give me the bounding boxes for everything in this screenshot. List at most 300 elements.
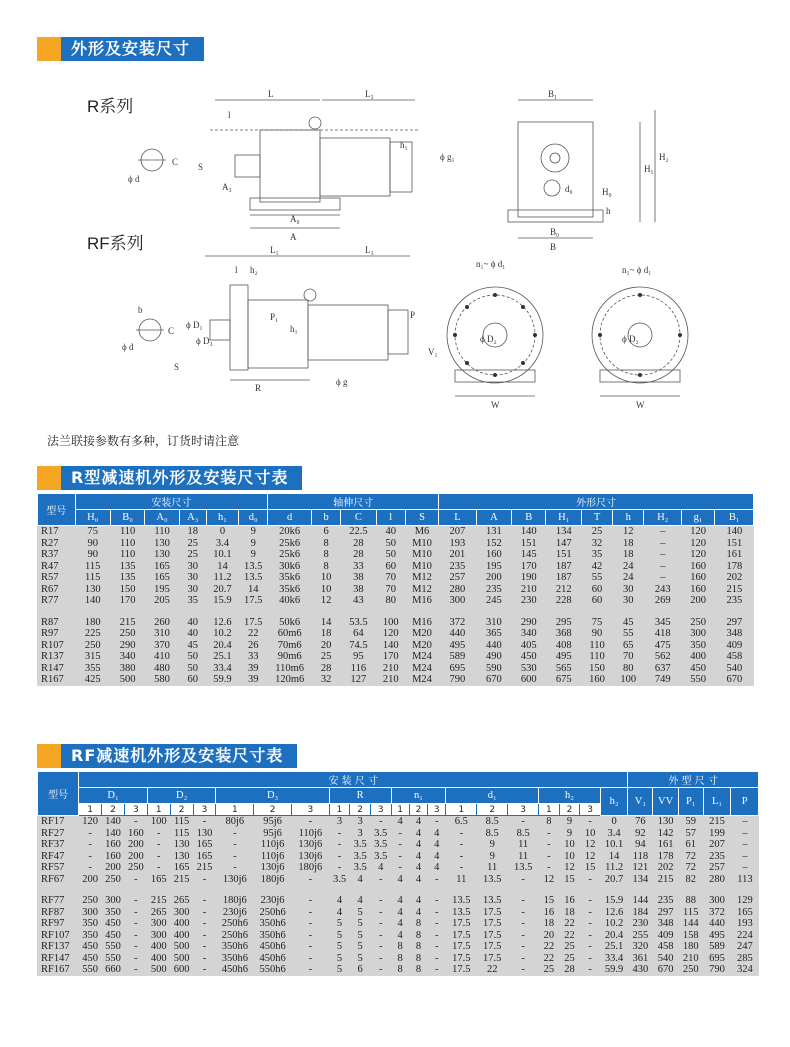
group-shaft: 轴伸尺寸 xyxy=(268,494,439,510)
table-cell xyxy=(170,885,193,895)
table-cell: - xyxy=(216,839,254,851)
table-cell: 5 xyxy=(350,918,371,930)
table-cell: 40k6 xyxy=(268,595,312,607)
table-cell: 228 xyxy=(546,595,581,607)
table-cell: - xyxy=(216,828,254,840)
table-cell: 127 xyxy=(341,674,376,686)
table-cell: 11 xyxy=(508,851,539,863)
column-header: l xyxy=(376,510,405,526)
table-cell: - xyxy=(580,953,601,965)
sub-group-header: D₁ xyxy=(79,788,148,804)
table-cell: 53.5 xyxy=(341,617,376,629)
table-cell: 8 xyxy=(409,918,427,930)
table-cell: 178 xyxy=(715,561,754,573)
table-cell: M12 xyxy=(405,584,438,596)
table-cell: 12 xyxy=(580,839,601,851)
table-cell: - xyxy=(291,874,329,886)
table-cell: 749 xyxy=(644,674,682,686)
table-gap-row xyxy=(38,885,759,895)
table-cell: 94 xyxy=(628,839,653,851)
table-row xyxy=(38,663,754,675)
rf-group-install: 安 装 尺 寸 xyxy=(79,772,628,788)
sub-index-header: 3 xyxy=(291,804,329,816)
table-cell: 297 xyxy=(653,907,678,919)
table-cell: - xyxy=(428,918,446,930)
table-cell: - xyxy=(370,941,391,953)
model-cell: R137 xyxy=(38,651,76,663)
table-cell: 17.5 xyxy=(239,617,268,629)
sub-index-header: 3 xyxy=(370,804,391,816)
dim-d: ϕ d xyxy=(128,174,140,184)
model-cell: RF17 xyxy=(38,816,79,828)
table-cell: - xyxy=(370,816,391,828)
model-cell: R57 xyxy=(38,572,76,584)
table-cell xyxy=(370,885,391,895)
table-cell: 215 xyxy=(193,862,216,874)
table-cell: 140 xyxy=(376,640,405,652)
table-cell: - xyxy=(508,918,539,930)
table-cell: 235 xyxy=(715,595,754,607)
table-cell: 4 xyxy=(428,862,446,874)
dim-S: S xyxy=(198,162,204,172)
table-cell: 113 xyxy=(731,874,759,886)
table-cell: 205 xyxy=(145,595,179,607)
rf-motor xyxy=(308,305,388,360)
table-cell: - xyxy=(370,874,391,886)
table-cell: - xyxy=(391,839,409,851)
table-cell: - xyxy=(370,930,391,942)
table-cell: 5 xyxy=(350,907,371,919)
dim-R: R xyxy=(255,383,262,393)
table-cell: – xyxy=(644,538,682,550)
r-end-view xyxy=(518,122,593,217)
table-cell: M6 xyxy=(405,526,438,538)
table-cell: - xyxy=(147,862,170,874)
table-cell: 361 xyxy=(628,953,653,965)
table-cell: 72 xyxy=(678,851,703,863)
table-cell: - xyxy=(539,828,560,840)
table-cell: - xyxy=(508,941,539,953)
table-cell: M12 xyxy=(405,572,438,584)
table-cell: 50 xyxy=(376,549,405,561)
table-cell: 165 xyxy=(193,851,216,863)
table-cell: 285 xyxy=(731,953,759,965)
table-cell: 4 xyxy=(409,895,427,907)
table-cell: 30 xyxy=(613,595,644,607)
table-cell: 40 xyxy=(179,628,206,640)
table-cell: 39 xyxy=(239,674,268,686)
table-cell: 365 xyxy=(476,628,511,640)
table-cell: 230j6 xyxy=(254,895,292,907)
table-cell: 4 xyxy=(428,851,446,863)
table-cell: 215 xyxy=(715,584,754,596)
table-cell: - xyxy=(539,839,560,851)
table-cell: 38 xyxy=(341,584,376,596)
table-cell xyxy=(38,885,79,895)
table-cell: 562 xyxy=(644,651,682,663)
table-cell xyxy=(193,885,216,895)
table-cell: 300 xyxy=(147,930,170,942)
table-cell: 13.5 xyxy=(508,862,539,874)
column-header: b xyxy=(312,510,341,526)
table-cell: 550 xyxy=(102,941,125,953)
table-cell: 60 xyxy=(581,584,612,596)
table-cell: 160 xyxy=(102,851,125,863)
rf-flange-view-2 xyxy=(592,287,688,383)
table-cell: 450 xyxy=(79,953,102,965)
table-cell xyxy=(124,885,147,895)
table-cell: 59 xyxy=(678,816,703,828)
table-cell: 152 xyxy=(476,538,511,550)
table-cell: - xyxy=(329,828,350,840)
model-cell: RF57 xyxy=(38,862,79,874)
rf-group-outer: 外 型 尺 寸 xyxy=(628,772,759,788)
model-cell: RF147 xyxy=(38,953,79,965)
table-cell: - xyxy=(193,918,216,930)
table-cell xyxy=(409,885,427,895)
table-cell: 4 xyxy=(409,851,427,863)
table-cell: 190 xyxy=(512,572,546,584)
table-cell: 200 xyxy=(124,839,147,851)
table-cell: 17.5 xyxy=(446,930,477,942)
table-cell: 210 xyxy=(678,953,703,965)
model-cell: RF137 xyxy=(38,941,79,953)
table-cell: 20k6 xyxy=(268,526,312,538)
table-row xyxy=(38,617,754,629)
table-cell: 110m6 xyxy=(268,663,312,675)
model-cell: RF47 xyxy=(38,851,79,863)
table-cell: 3.5 xyxy=(350,851,371,863)
model-cell: R37 xyxy=(38,549,76,561)
table-cell: 372 xyxy=(439,617,477,629)
table-cell: 400 xyxy=(681,651,714,663)
table-cell: 3 xyxy=(350,816,371,828)
table-cell: 530 xyxy=(512,663,546,675)
table-row xyxy=(38,549,754,561)
table-cell: - xyxy=(193,895,216,907)
table-cell: 25k6 xyxy=(268,549,312,561)
model-cell: RF107 xyxy=(38,930,79,942)
sub-group-header: h₂ xyxy=(539,788,601,804)
table-cell: 3.5 xyxy=(329,874,350,886)
rf-model-header: 型号 xyxy=(38,772,79,816)
table-cell: 95j6 xyxy=(254,816,292,828)
table-cell: 4 xyxy=(428,839,446,851)
table-cell: - xyxy=(428,895,446,907)
table-cell: 207 xyxy=(703,839,730,851)
sub-index-header: 2 xyxy=(254,804,292,816)
table-cell: 0 xyxy=(600,816,627,828)
table-row xyxy=(38,930,759,942)
table-cell: 265 xyxy=(170,895,193,907)
dim-rf-C: C xyxy=(168,326,175,336)
table-cell: 160 xyxy=(681,584,714,596)
table-cell: 14 xyxy=(239,584,268,596)
table-cell: 160 xyxy=(581,674,612,686)
table-cell: - xyxy=(291,918,329,930)
table-cell: 280 xyxy=(703,874,730,886)
column-header: V₁ xyxy=(628,788,653,816)
table-cell: 310 xyxy=(145,628,179,640)
table-cell: 495 xyxy=(546,651,581,663)
table-cell: - xyxy=(428,816,446,828)
table-cell: 250h6 xyxy=(216,930,254,942)
sub-index-header: 2 xyxy=(102,804,125,816)
table-cell: 255 xyxy=(628,930,653,942)
table-cell: 90m6 xyxy=(268,651,312,663)
table-cell: 350h6 xyxy=(216,941,254,953)
table-cell: 450 xyxy=(102,918,125,930)
table-cell: 269 xyxy=(644,595,682,607)
table-cell: M16 xyxy=(405,617,438,629)
table-cell: 33.4 xyxy=(206,663,238,675)
dim-B0: B₀ xyxy=(550,227,560,237)
table-cell: 60m6 xyxy=(268,628,312,640)
sub-index-header: 1 xyxy=(391,804,409,816)
table-cell: 3.5 xyxy=(370,851,391,863)
dim-rf-L3: L₃ xyxy=(365,245,374,255)
table-cell: 28 xyxy=(341,549,376,561)
table-cell xyxy=(703,885,730,895)
table-cell: 0 xyxy=(206,526,238,538)
column-header: A₀ xyxy=(145,510,179,526)
sub-index-header: 2 xyxy=(170,804,193,816)
table-cell: - xyxy=(370,953,391,965)
table-cell: 5 xyxy=(350,930,371,942)
table-cell: 200 xyxy=(102,862,125,874)
table-cell: 75 xyxy=(75,526,110,538)
section-marker xyxy=(37,466,61,490)
table-cell: 200 xyxy=(79,874,102,886)
dim-l: l xyxy=(228,110,231,120)
table-cell: 372 xyxy=(703,907,730,919)
table-cell: 400 xyxy=(147,941,170,953)
table-cell: 22 xyxy=(539,953,560,965)
table-cell: 20.7 xyxy=(206,584,238,596)
table-cell: M10 xyxy=(405,538,438,550)
table-cell: 212 xyxy=(546,584,581,596)
table-cell: 350h6 xyxy=(254,918,292,930)
table-cell: 500 xyxy=(170,953,193,965)
table-cell: 8 xyxy=(312,549,341,561)
table-cell: - xyxy=(370,964,391,976)
table-cell: 370 xyxy=(145,640,179,652)
table-cell: 193 xyxy=(731,918,759,930)
table-cell: 5 xyxy=(329,930,350,942)
table-cell: – xyxy=(731,862,759,874)
table-cell: – xyxy=(644,526,682,538)
table-cell: 184 xyxy=(628,907,653,919)
table-cell: - xyxy=(124,895,147,907)
table-cell: 35k6 xyxy=(268,584,312,596)
table-cell: 15.9 xyxy=(206,595,238,607)
table-cell: 110j6 xyxy=(291,828,329,840)
table-cell xyxy=(644,607,682,617)
table-cell: 4 xyxy=(350,874,371,886)
table-cell: 695 xyxy=(439,663,477,675)
table-cell: 418 xyxy=(644,628,682,640)
table-cell: 210 xyxy=(376,663,405,675)
table-cell: 4 xyxy=(391,907,409,919)
table-cell: 10 xyxy=(580,828,601,840)
table-cell xyxy=(391,885,409,895)
table-cell: 450 xyxy=(681,663,714,675)
table-cell: 13.5 xyxy=(446,895,477,907)
table-cell: 45 xyxy=(613,617,644,629)
table-cell: 590 xyxy=(476,663,511,675)
column-header: h xyxy=(613,510,644,526)
table-cell: 80 xyxy=(613,663,644,675)
table-cell: 5 xyxy=(329,964,350,976)
table-cell: 340 xyxy=(512,628,546,640)
table-cell: 18 xyxy=(539,918,560,930)
table-cell: 70 xyxy=(376,584,405,596)
table-cell: 130 xyxy=(145,538,179,550)
column-header: T xyxy=(581,510,612,526)
table-cell: - xyxy=(580,895,601,907)
table-cell: 4 xyxy=(370,862,391,874)
table-cell: 8.5 xyxy=(477,828,508,840)
sub-index-header: 3 xyxy=(508,804,539,816)
table-cell xyxy=(75,607,110,617)
table-cell: 4 xyxy=(391,895,409,907)
dim-rf-d: ϕ d xyxy=(122,342,134,352)
table-cell xyxy=(580,885,601,895)
sub-index-header: 3 xyxy=(193,804,216,816)
sub-group-header: D₂ xyxy=(147,788,216,804)
table-cell: 3 xyxy=(329,816,350,828)
column-header: L₁ xyxy=(703,788,730,816)
table-cell: - xyxy=(291,816,329,828)
table-cell: 315 xyxy=(75,651,110,663)
table-cell: 70 xyxy=(613,651,644,663)
table-cell: 215 xyxy=(703,816,730,828)
table-cell: 8 xyxy=(409,964,427,976)
table-cell: - xyxy=(580,941,601,953)
table-cell: 100 xyxy=(376,617,405,629)
table-row xyxy=(38,941,759,953)
table-cell: 70m6 xyxy=(268,640,312,652)
table-cell: 290 xyxy=(512,617,546,629)
table-cell: 120 xyxy=(376,628,405,640)
table-cell: - xyxy=(124,964,147,976)
table-cell: 235 xyxy=(439,561,477,573)
table-cell: 45 xyxy=(179,640,206,652)
table-cell: 26 xyxy=(239,640,268,652)
table-cell: - xyxy=(193,816,216,828)
table-cell: 92 xyxy=(628,828,653,840)
table-cell: 695 xyxy=(703,953,730,965)
table-cell: 40 xyxy=(376,526,405,538)
table-cell: 10 xyxy=(559,839,580,851)
table-row xyxy=(38,839,759,851)
table-row xyxy=(38,816,759,828)
dim-A: A xyxy=(290,232,297,242)
table-row xyxy=(38,862,759,874)
table-cell: 12.6 xyxy=(206,617,238,629)
table-row xyxy=(38,674,754,686)
table-cell: - xyxy=(391,828,409,840)
model-cell: R87 xyxy=(38,617,76,629)
table-cell: 115 xyxy=(75,572,110,584)
table-cell: 140 xyxy=(102,828,125,840)
table-cell: 115 xyxy=(75,561,110,573)
table-cell: 11 xyxy=(446,874,477,886)
table-cell: 450h6 xyxy=(216,964,254,976)
rf-flange xyxy=(230,285,248,370)
column-header: C xyxy=(341,510,376,526)
table-cell: 76 xyxy=(628,816,653,828)
table-cell: 201 xyxy=(439,549,477,561)
table-cell: 8 xyxy=(312,538,341,550)
table-cell: 33 xyxy=(341,561,376,573)
column-header: P xyxy=(731,788,759,816)
table-cell: - xyxy=(539,862,560,874)
table-cell: 4 xyxy=(409,874,427,886)
table-cell: 4 xyxy=(350,895,371,907)
model-cell: RF167 xyxy=(38,964,79,976)
table-cell: 300 xyxy=(439,595,477,607)
table-cell: - xyxy=(370,907,391,919)
table-row xyxy=(38,538,754,550)
table-cell: 215 xyxy=(110,617,144,629)
table-cell: 90 xyxy=(75,549,110,561)
table-cell: - xyxy=(124,816,147,828)
sub-index-header: 3 xyxy=(124,804,147,816)
group-outer: 外形尺寸 xyxy=(439,494,754,510)
table-cell: - xyxy=(193,930,216,942)
table-cell: 59.9 xyxy=(206,674,238,686)
table-cell: 25.1 xyxy=(600,941,627,953)
table-cell: 35k6 xyxy=(268,572,312,584)
table-cell: - xyxy=(193,953,216,965)
table-cell: 199 xyxy=(703,828,730,840)
table-cell: 500 xyxy=(147,964,170,976)
table-cell: 25 xyxy=(581,526,612,538)
table-cell xyxy=(79,885,102,895)
table-cell: 129 xyxy=(731,895,759,907)
table-cell: 10.2 xyxy=(600,918,627,930)
table-cell: 11 xyxy=(477,862,508,874)
model-cell: RF27 xyxy=(38,828,79,840)
table-cell: 230 xyxy=(512,595,546,607)
sub-group-header: D₃ xyxy=(216,788,329,804)
sub-index-header: 1 xyxy=(446,804,477,816)
table-cell: 144 xyxy=(628,895,653,907)
table-row xyxy=(38,526,754,538)
table-cell: 17.5 xyxy=(239,595,268,607)
table-cell: 4 xyxy=(409,828,427,840)
table-cell: 39 xyxy=(239,663,268,675)
table-cell: 12.6 xyxy=(600,907,627,919)
table-cell: 18 xyxy=(613,538,644,550)
table-cell: 250 xyxy=(681,617,714,629)
table-cell: 110 xyxy=(581,651,612,663)
table-cell: 15 xyxy=(559,874,580,886)
table-cell: 15 xyxy=(539,895,560,907)
table-cell: 22 xyxy=(239,628,268,640)
table-cell: 200 xyxy=(681,595,714,607)
sub-group-header: R xyxy=(329,788,391,804)
table-cell: 74.5 xyxy=(341,640,376,652)
table-cell: 118 xyxy=(628,851,653,863)
table-cell: 13.5 xyxy=(446,907,477,919)
table-cell: 8 xyxy=(312,561,341,573)
section-marker xyxy=(37,37,61,61)
dim-D2-b: ϕ D₂ xyxy=(622,334,639,344)
table-cell: 144 xyxy=(678,918,703,930)
table-cell: - xyxy=(79,851,102,863)
